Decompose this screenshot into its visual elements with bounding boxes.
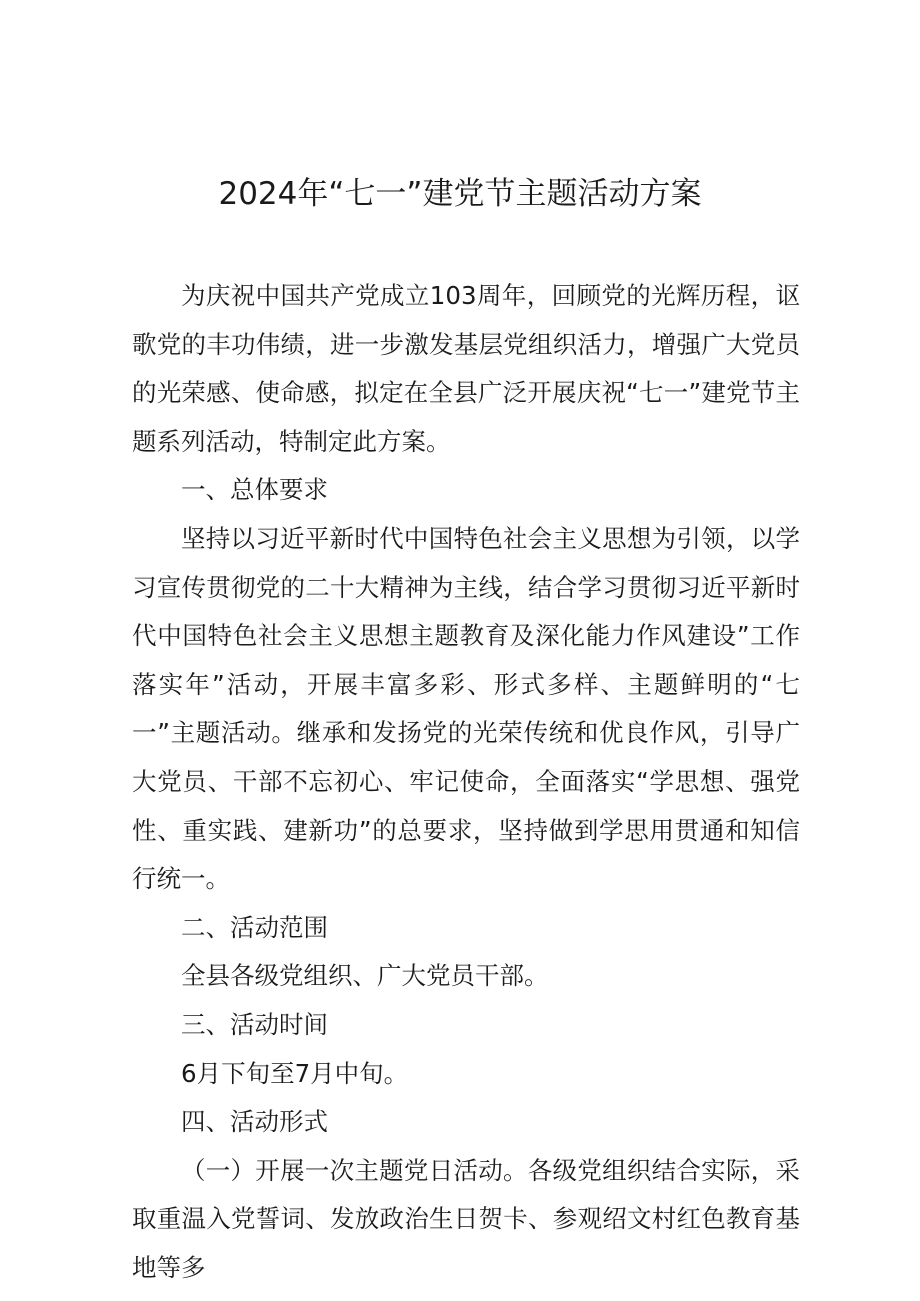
document-body [132,272,800,1292]
activity-scope-paragraph: 全县各级党组织、广大党员干部。 [181,961,549,991]
section-heading-overall-requirements: 一、总体要求 [181,475,328,505]
intro-paragraph: 为庆祝中国共产党成立103周年，回顾党的光辉历程，讴歌党的丰功伟绩，进一步激发基层党组织活力，增强广大党员的光荣感、使命感，拟定在全县广泛开展庆祝“七一”建党节主题系列活动，特制定此方案。 [132,281,800,456]
section-heading-activity-scope: 二、活动范围 [181,912,328,942]
activity-form-paragraph: （一）开展一次主题党日活动。各级党组织结合实际，采取重温入党誓词、发放政治生日贺卡、参观绍文村红色教育基地等多 [132,1155,800,1282]
activity-time-paragraph: 6月下旬至7月中旬。 [181,1058,409,1088]
section-heading-activity-time: 三、活动时间 [181,1009,328,1039]
document-title: 2024年“七一”建党节主题活动方案 [218,176,702,212]
overall-requirements-paragraph: 坚持以习近平新时代中国特色社会主义思想为引领，以学习宣传贯彻党的二十大精神为主线，结合学习贯彻习近平新时代中国特色社会主义思想主题教育及深化能力作风建设”工作落实年”活动，开展丰富多彩、形式多样、主题鲜明的“七一”主题活动。继承和发扬党的光荣传统和优良作风，引导广大党员、干部不忘初心、牢记使命，全面落实“学思想、强党性、重实践、建新功”的总要求，坚持做到学思用贯通和知信行统一。 [132,523,800,894]
section-heading-activity-form: 四、活动形式 [181,1107,328,1137]
